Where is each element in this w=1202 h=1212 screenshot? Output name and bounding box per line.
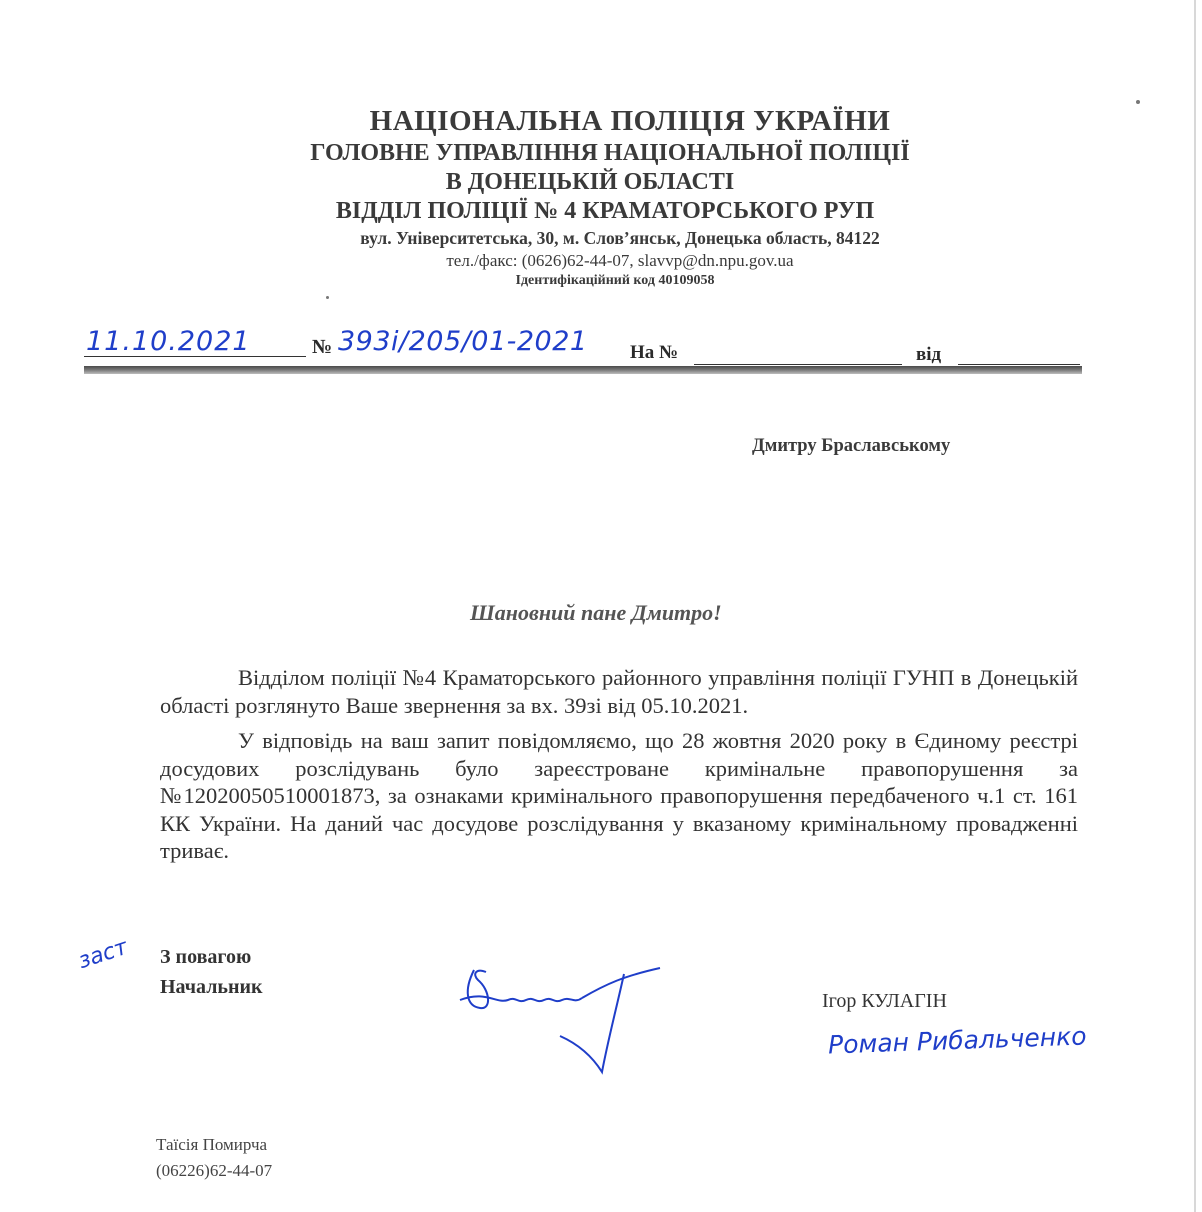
reference-date: 11.10.2021 bbox=[86, 326, 251, 357]
reference-row bbox=[84, 326, 1084, 366]
addressee: Дмитру Браславському bbox=[752, 436, 951, 456]
closing-block bbox=[160, 942, 263, 1002]
executor-name: Таїсія Помирча bbox=[156, 1135, 268, 1154]
signature-image bbox=[456, 960, 666, 1078]
salutation: Шановний пане Дмитро! bbox=[470, 600, 722, 625]
letterhead-id-code: Ідентифікаційний код 40109058 bbox=[515, 273, 715, 288]
signer-name: Ігор КУЛАГІН bbox=[822, 990, 947, 1012]
letterhead-line-3: В ДОНЕЦЬКІЙ ОБЛАСТІ bbox=[445, 169, 735, 195]
body-paragraph-1: Відділом поліції №4 Краматорського районного управління поліції ГУНП в Донецькій області розглянуто Ваше звернення за вх. 39зі від 05.10.2021. bbox=[160, 665, 1078, 718]
letterhead-contacts: тел./факс: (0626)62-44-07, slavvp@dn.npu.gov.ua bbox=[446, 251, 794, 270]
body-paragraph-2: У відповідь на ваш запит повідомляємо, що 28 жовтня 2020 року в Єдиному реєстрі досудових розслідувань було зареєстроване кримінальне правопорушення за №12020050510001873, за ознаками кримінального правопорушення передбаченого ч.1 ст. 161 КК України. На даний час досудове розслідування у вказаному кримінальному провадженні триває. bbox=[160, 728, 1078, 863]
reference-number-label: № bbox=[312, 336, 333, 358]
regards-text: З повагою bbox=[160, 946, 252, 968]
position-text: Начальник bbox=[160, 976, 263, 998]
executor-phone: (06226)62-44-07 bbox=[156, 1161, 273, 1180]
incoming-number-blank bbox=[694, 364, 902, 365]
handwritten-name: Роман Рибальченко bbox=[827, 1021, 1087, 1060]
incoming-date-label: від bbox=[916, 344, 942, 365]
scan-speck bbox=[1136, 100, 1140, 104]
letterhead-line-2: ГОЛОВНЕ УПРАВЛІННЯ НАЦІОНАЛЬНОЇ ПОЛІЦІЇ bbox=[310, 140, 910, 166]
incoming-number-label: На № bbox=[630, 342, 679, 363]
date-underline bbox=[84, 356, 306, 357]
letterhead-address: вул. Університетська, 30, м. Слов’янськ, Донецька область, 84122 bbox=[360, 228, 880, 248]
reference-number: 393і/205/01-2021 bbox=[338, 326, 588, 357]
scan-speck bbox=[326, 296, 329, 299]
letterhead-line-4: ВІДДІЛ ПОЛІЦІЇ № 4 КРАМАТОРСЬКОГО РУП bbox=[335, 198, 875, 224]
header-separator bbox=[84, 366, 1082, 374]
letter-body bbox=[160, 664, 1078, 865]
letterhead-line-1: НАЦІОНАЛЬНА ПОЛІЦІЯ УКРАЇНИ bbox=[369, 105, 891, 137]
handwritten-note: заст bbox=[75, 934, 131, 975]
executor-block bbox=[156, 1132, 272, 1184]
letterhead bbox=[270, 104, 990, 290]
incoming-date-blank bbox=[958, 364, 1080, 365]
redacted-area bbox=[735, 470, 963, 562]
